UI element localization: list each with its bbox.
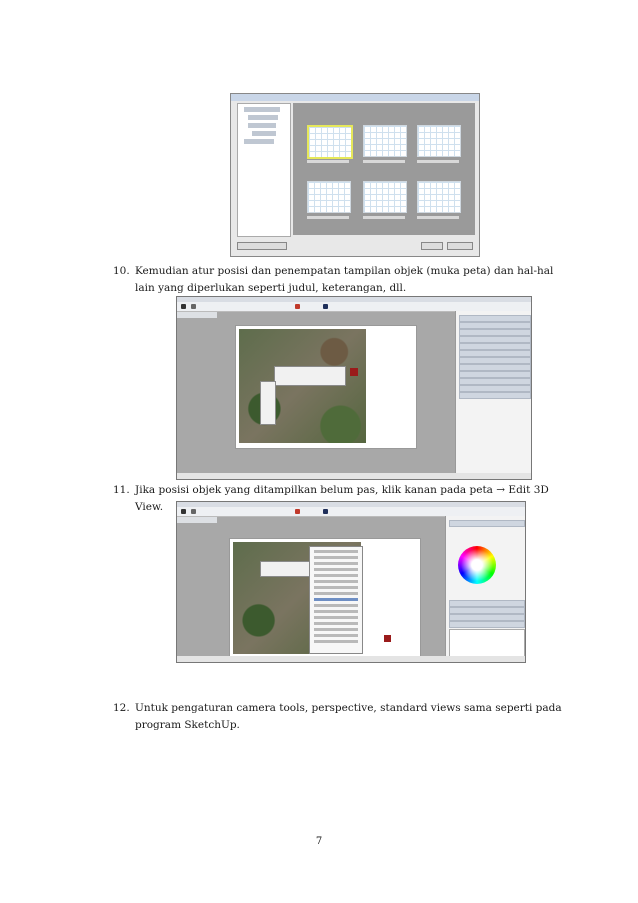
step-text: Untuk pengaturan camera tools, perspective, standard views sama seperti pada program SketchUp. [135, 702, 562, 731]
pencil-icon [191, 509, 196, 514]
navy-tool-icon [323, 304, 328, 309]
default-tray [445, 516, 526, 663]
navy-tool-icon [323, 509, 328, 514]
map-viewport [239, 329, 366, 443]
status-bar [177, 656, 525, 662]
step-number: 10. [113, 265, 130, 277]
dialog-cancel-button [447, 242, 473, 250]
template-thumb [363, 125, 407, 157]
select-arrow-icon [181, 304, 186, 309]
status-bar [177, 473, 531, 479]
context-menu [309, 546, 363, 654]
step-number: 12. [113, 702, 130, 714]
select-arrow-icon [181, 509, 186, 514]
template-tree-panel [237, 103, 291, 237]
red-marker [384, 635, 391, 642]
screenshot-edit-3d-view [176, 501, 526, 663]
template-thumb [307, 125, 353, 159]
building-roof [260, 381, 276, 425]
template-thumb [363, 181, 407, 213]
page-number: 7 [315, 836, 323, 847]
step-text: Jika posisi objek yang ditampilkan belum pas, klik kanan pada peta → Edit 3D View. [135, 484, 549, 513]
screenshot-template-dialog [230, 93, 480, 257]
pencil-icon [191, 304, 196, 309]
red-tool-icon [295, 509, 300, 514]
template-thumb [417, 181, 461, 213]
document-tab [177, 312, 217, 318]
template-thumb [307, 181, 351, 213]
building-roof [274, 366, 346, 386]
step-text: Kemudian atur posisi dan penempatan tampilan objek (muka peta) dan hal-hal lain yang diperlukan seperti judul, keterangan, dll. [135, 265, 554, 294]
template-thumbnails-panel [293, 103, 475, 235]
template-thumb [417, 125, 461, 157]
color-wheel-icon [458, 546, 496, 584]
dialog-open-button [421, 242, 443, 250]
dialog-option-checkbox [237, 242, 287, 250]
step-number: 11. [113, 484, 130, 496]
red-tool-icon [295, 304, 300, 309]
document-tab [177, 517, 217, 523]
default-tray [455, 311, 532, 475]
screenshot-layout-page [176, 296, 532, 480]
dialog-titlebar [231, 94, 479, 101]
red-marker [350, 368, 358, 376]
layout-paper [235, 325, 417, 449]
